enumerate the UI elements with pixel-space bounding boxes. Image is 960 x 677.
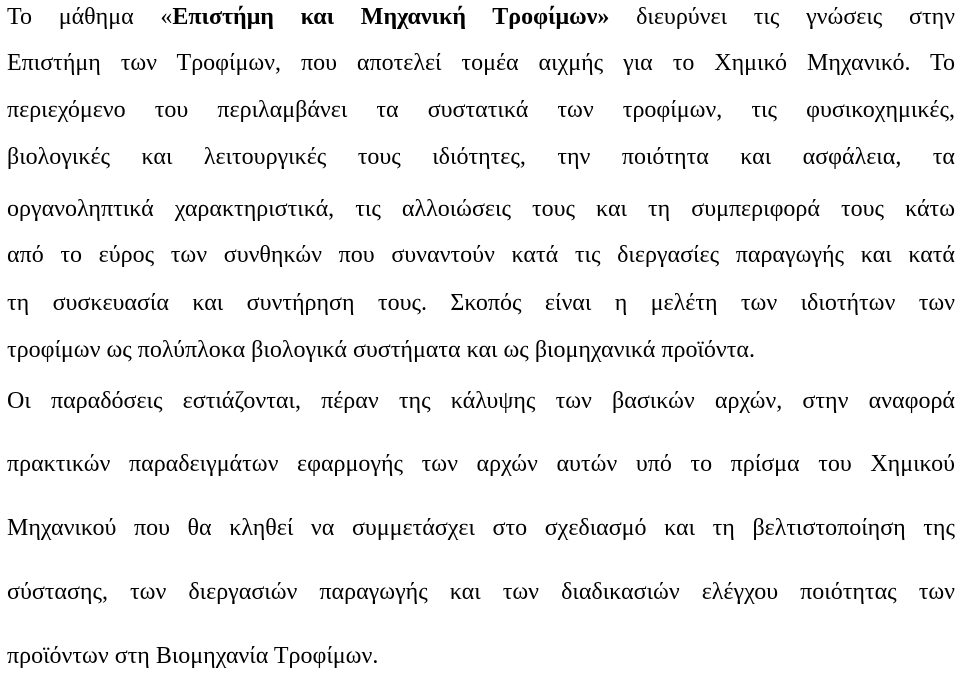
- paragraph-1-line-8: τροφίμων ως πολύπλοκα βιολογικά συστήματα και ως βιομηχανικά προϊόντα.: [7, 337, 755, 363]
- paragraph-1-line-3: περιεχόμενο του περιλαμβάνει τα συστατικά των τροφίμων, τις φυσικοχημικές,: [7, 97, 955, 123]
- paragraph-1-line-1: [7, 2, 955, 32]
- line-prefix: Το μάθημα «: [7, 4, 173, 30]
- paragraph-1-line-5: οργανοληπτικά χαρακτηριστικά, τις αλλοιώσεις τους και τη συμπεριφορά τους κάτω: [7, 196, 955, 222]
- paragraph-1-line-2: Επιστήμη των Τροφίμων, που αποτελεί τομέα αιχμής για το Χημικό Μηχανικό. Το: [7, 50, 955, 76]
- paragraph-2-line-3: Μηχανικού που θα κληθεί να συμμετάσχει στο σχεδιασμό και τη βελτιστοποίηση της: [7, 515, 955, 541]
- paragraph-2-line-4: σύστασης, των διεργασιών παραγωγής και των διαδικασιών ελέγχου ποιότητας των: [7, 579, 955, 605]
- paragraph-2-line-2: πρακτικών παραδειγμάτων εφαρμογής των αρχών αυτών υπό το πρίσμα του Χημικού: [7, 451, 955, 477]
- paragraph-1-line-4: βιολογικές και λειτουργικές τους ιδιότητες, την ποιότητα και ασφάλεια, τα: [7, 144, 955, 170]
- course-title: Επιστήμη και Μηχανική Τροφίμων»: [172, 4, 610, 30]
- paragraph-1-line-6: από το εύρος των συνθηκών που συναντούν κατά τις διεργασίες παραγωγής και κατά: [7, 242, 955, 268]
- paragraph-2-line-5: προϊόντων στη Βιομηχανία Τροφίμων.: [7, 643, 379, 669]
- line-suffix: διευρύνει τις γνώσεις στην: [609, 4, 955, 30]
- paragraph-1-line-7: τη συσκευασία και συντήρηση τους. Σκοπός είναι η μελέτη των ιδιοτήτων των: [7, 290, 955, 316]
- paragraph-2-line-1: Οι παραδόσεις εστιάζονται, πέραν της κάλυψης των βασικών αρχών, στην αναφορά: [7, 388, 955, 414]
